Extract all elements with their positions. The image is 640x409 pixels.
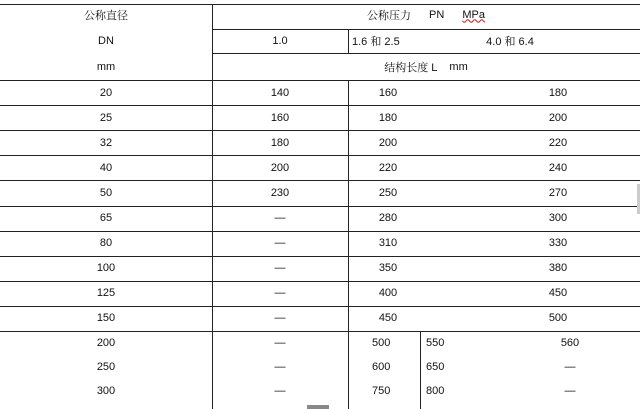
table-cell-pn40-64 — [488, 306, 628, 331]
table-cell-pn10-text: 140 — [270, 86, 290, 99]
grid-line — [0, 155, 640, 156]
grid-line — [0, 206, 640, 207]
table-cell-pn64-text: 560 — [560, 337, 580, 349]
table-cell-dn — [0, 105, 212, 130]
table-cell-pn16-25-text: 750 — [372, 385, 391, 397]
table-cell-pn16-25 — [348, 130, 428, 155]
table-cell-dn-text: 200 — [96, 337, 116, 349]
table-cell-pn10 — [212, 80, 348, 105]
dn-header — [0, 29, 212, 53]
table-cell-pn40-64-text: 180 — [548, 86, 568, 99]
table-cell-pn10 — [212, 231, 348, 256]
table-cell-pn16-25-text: 220 — [378, 161, 398, 174]
pressure-2-label: 1.6 和 2.5 — [352, 36, 400, 48]
grid-line — [0, 231, 640, 232]
table-cell-pn64 — [540, 331, 600, 355]
table-cell-pn16-25-text: 600 — [372, 361, 391, 373]
pressure-3-header — [440, 29, 580, 53]
table-cell-dn — [0, 331, 212, 355]
table-cell-dn-text: 20 — [99, 86, 113, 99]
table-cell-dn-text: 300 — [96, 385, 116, 397]
structure-length-header — [212, 53, 640, 80]
table-cell-dn-text: 40 — [99, 161, 113, 174]
table-cell-pn16-25-text: 350 — [378, 262, 398, 275]
table-cell-dn-text: 150 — [96, 312, 116, 325]
table-cell-pn40-64-text: 200 — [548, 111, 568, 124]
table-cell-pn64 — [540, 379, 600, 403]
grid-line — [212, 53, 640, 54]
table-cell-dn — [0, 80, 212, 105]
grid-line — [348, 29, 349, 53]
table-cell-pn40-64 — [488, 155, 628, 180]
table-cell-pn10 — [212, 256, 348, 281]
structure-length-label: 结构长度 L — [384, 61, 438, 74]
table-cell-pn10-text: — — [274, 287, 286, 300]
table-cell-pn10-text: — — [274, 385, 286, 397]
table-cell-pn16-25-text: 200 — [378, 136, 398, 149]
table-cell-dn-text: 100 — [96, 262, 116, 275]
table-cell-pn16-25 — [348, 180, 428, 205]
mm-label: mm — [96, 60, 116, 73]
table-cell-pn10 — [212, 379, 348, 403]
table-cell-dn — [0, 256, 212, 281]
table-cell-pn40-64-text: 450 — [548, 287, 568, 300]
table-cell-pn10 — [212, 206, 348, 231]
mpa-label: MPa — [462, 8, 485, 21]
table-cell-pn10-text: 180 — [270, 136, 290, 149]
pressure-3-label: 4.0 和 6.4 — [486, 36, 534, 48]
table-cell-pn10-text: 160 — [270, 111, 290, 124]
table-cell-pn16-25-text: 450 — [378, 312, 398, 325]
table-cell-dn — [0, 155, 212, 180]
table-cell-pn16-25 — [348, 206, 428, 231]
table-cell-pn16-25 — [348, 105, 428, 130]
table-cell-pn40-64-text: 380 — [548, 262, 568, 275]
table-cell-pn40-text: 550 — [426, 337, 445, 349]
table-cell-pn10 — [212, 281, 348, 306]
grid-line — [0, 281, 640, 282]
mm-header — [0, 53, 212, 80]
pn-label: PN — [429, 8, 445, 21]
table-cell-dn — [0, 281, 212, 306]
table-cell-pn40-64-text: 330 — [548, 237, 568, 250]
table-cell-pn40-64-text: 240 — [548, 161, 568, 174]
table-cell-pn16-25 — [348, 231, 428, 256]
grid-line — [0, 130, 640, 131]
table-cell-dn — [0, 206, 212, 231]
table-cell-dn-text: 125 — [96, 287, 116, 300]
table-cell-pn16-25 — [348, 306, 428, 331]
nominal-pressure-label: 公称压力 — [367, 9, 412, 22]
grid-line — [0, 256, 640, 257]
table-cell-dn — [0, 355, 212, 379]
table-cell-pn10-text: — — [274, 312, 286, 325]
page-marker — [307, 405, 329, 409]
grid-line — [420, 331, 421, 409]
grid-line — [0, 4, 640, 5]
table-cell-pn40-64 — [488, 80, 628, 105]
table-cell-dn — [0, 306, 212, 331]
table-cell-dn-text: 65 — [99, 212, 113, 225]
table-cell-pn10-text: — — [274, 337, 286, 349]
table-cell-pn40-64 — [488, 281, 628, 306]
table-cell-pn10-text: 230 — [270, 186, 290, 199]
dn-label: DN — [98, 35, 114, 47]
grid-line — [0, 80, 640, 81]
table-cell-dn — [0, 231, 212, 256]
table-cell-dn-text: 32 — [99, 136, 113, 149]
table-cell-pn40-64-text: 300 — [548, 212, 568, 225]
table-cell-pn40-64-text: 220 — [548, 136, 568, 149]
nominal-diameter-label: 公称直径 — [84, 9, 128, 22]
table-cell-pn16-25 — [372, 379, 402, 403]
grid-line — [212, 29, 640, 30]
table-cell-dn — [0, 379, 212, 403]
table-cell-pn40-64 — [488, 180, 628, 205]
table-cell-pn40-64 — [488, 105, 628, 130]
table-cell-pn40-text: 650 — [426, 361, 445, 373]
table-cell-pn16-25-text: 280 — [378, 212, 398, 225]
table-cell-pn10 — [212, 155, 348, 180]
grid-line — [0, 331, 640, 332]
table-cell-pn40-text: 800 — [426, 385, 445, 397]
table-cell-pn16-25 — [372, 355, 402, 379]
table-cell-pn64-text: — — [564, 385, 576, 397]
pressure-2-header — [352, 29, 452, 53]
table-cell-pn16-25-text: 310 — [378, 237, 398, 250]
table-cell-pn10 — [212, 306, 348, 331]
table-cell-pn10 — [212, 105, 348, 130]
table-cell-pn16-25 — [348, 256, 428, 281]
table-cell-pn10 — [212, 355, 348, 379]
table-cell-pn10-text: — — [274, 361, 286, 373]
table-cell-dn — [0, 180, 212, 205]
table-cell-pn40-64 — [488, 231, 628, 256]
table-cell-pn16-25 — [348, 155, 428, 180]
table-cell-pn16-25 — [348, 281, 428, 306]
pressure-1-header — [212, 29, 348, 53]
table-cell-pn10 — [212, 130, 348, 155]
table-cell-pn16-25-text: 400 — [378, 287, 398, 300]
table-cell-pn16-25-text: 160 — [378, 86, 398, 99]
table-cell-pn64-text: — — [564, 361, 576, 373]
grid-line — [0, 306, 640, 307]
grid-line — [0, 105, 640, 106]
table-cell-pn16-25-text: 250 — [378, 186, 398, 199]
table-cell-dn-text: 50 — [99, 186, 113, 199]
table-cell-pn40 — [426, 355, 466, 379]
table-cell-pn10 — [212, 331, 348, 355]
table-cell-pn16-25 — [348, 80, 428, 105]
pressure-1-label: 1.0 — [272, 35, 288, 47]
grid-line — [0, 180, 640, 181]
table-cell-pn16-25 — [372, 331, 402, 355]
table-cell-pn40-64-text: 500 — [548, 312, 568, 325]
table-cell-pn16-25-text: 500 — [372, 337, 391, 349]
table-cell-dn-text: 250 — [96, 361, 116, 373]
table-cell-pn40 — [426, 331, 466, 355]
table-cell-pn10-text: — — [274, 262, 286, 275]
table-cell-dn — [0, 130, 212, 155]
table-cell-pn40-64 — [488, 130, 628, 155]
table-cell-dn-text: 25 — [99, 111, 113, 124]
table-cell-pn40 — [426, 379, 466, 403]
table-cell-pn10-text: — — [274, 237, 286, 250]
table-cell-pn40-64 — [488, 256, 628, 281]
table-cell-pn16-25-text: 180 — [378, 111, 398, 124]
table-cell-pn10-text: 200 — [270, 161, 290, 174]
structure-unit-label: mm — [449, 60, 468, 73]
table-cell-pn64 — [540, 355, 600, 379]
table-cell-pn10 — [212, 180, 348, 205]
table-cell-pn40-64 — [488, 206, 628, 231]
table-cell-pn10-text: — — [274, 212, 286, 225]
table-cell-pn40-64-text: 270 — [548, 186, 568, 199]
table-cell-dn-text: 80 — [99, 237, 113, 250]
